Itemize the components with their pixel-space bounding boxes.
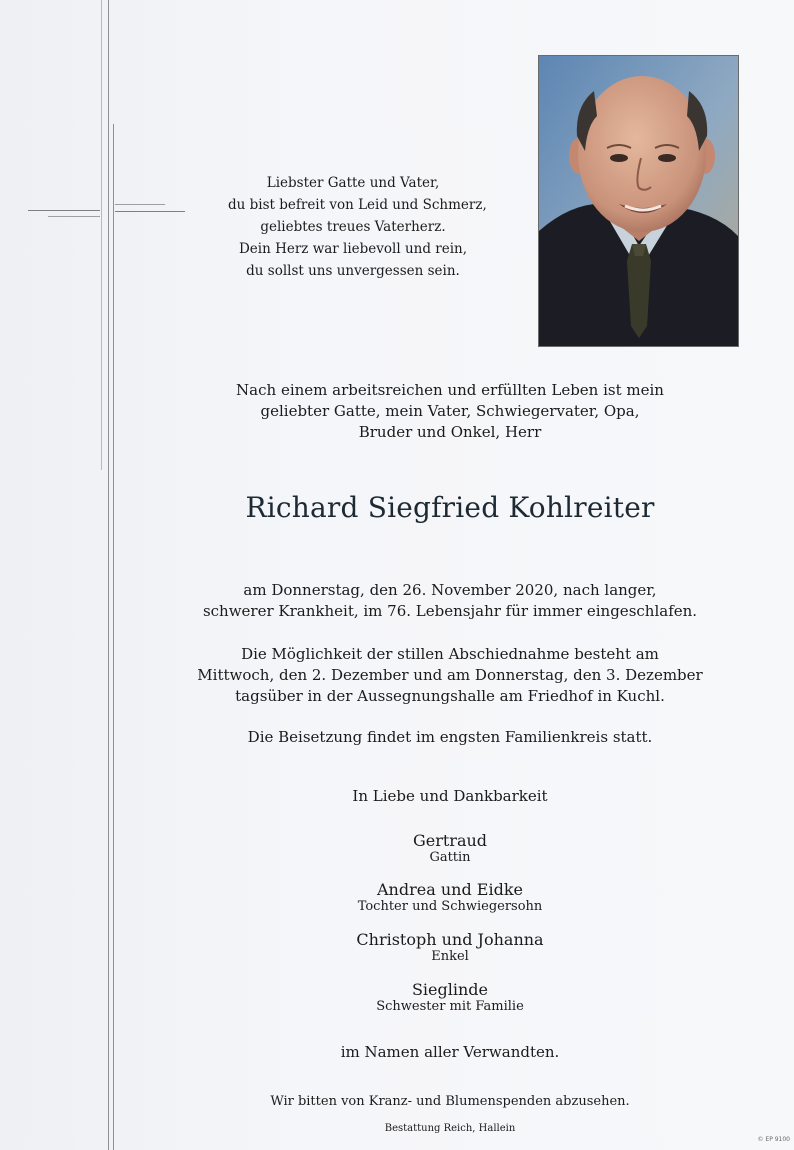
- mourner-relation: Enkel: [431, 949, 469, 964]
- mourner-relation: Gattin: [429, 850, 471, 865]
- mourner-relation: Tochter und Schwiegersohn: [357, 899, 543, 914]
- notice-line: schwerer Krankheit, im 76. Lebensjahr für immer eingeschlafen.: [202, 602, 698, 620]
- poem-line: Liebster Gatte und Vater,: [266, 175, 440, 191]
- cross-line: [115, 204, 165, 205]
- deceased-name: Richard Siegfried Kohlreiter: [245, 491, 655, 524]
- intro-line: Nach einem arbeitsreichen und erfüllten Leben ist mein: [236, 381, 664, 399]
- mourner-relation: Schwester mit Familie: [376, 999, 524, 1014]
- portrait-photo: [538, 55, 739, 347]
- cross-line: [101, 0, 102, 470]
- relatives-line: im Namen aller Verwandten.: [340, 1043, 560, 1061]
- poem-line: geliebtes treues Vaterherz.: [260, 219, 446, 235]
- copyright-mark: © EP 9100: [757, 1136, 790, 1143]
- farewell-info: [140, 644, 760, 707]
- mourner: [140, 880, 760, 914]
- cross-line: [113, 124, 114, 1150]
- intro-line: geliebter Gatte, mein Vater, Schwiegervater, Opa,: [260, 402, 640, 420]
- mourner-name: Christoph und Johanna: [356, 930, 544, 949]
- poem-line: Dein Herz war liebevoll und rein,: [238, 241, 468, 257]
- poem-line: du bist befreit von Leid und Schmerz,: [228, 197, 487, 213]
- poem-line: du sollst uns unvergessen sein.: [246, 263, 460, 279]
- cross-line: [28, 210, 100, 211]
- donation-request: Wir bitten von Kranz- und Blumenspenden abzusehen.: [270, 1094, 630, 1109]
- mourner-name: Sieglinde: [411, 980, 489, 999]
- mourner: [140, 980, 760, 1014]
- thanks-line: In Liebe und Dankbarkeit: [352, 787, 548, 805]
- mourner: [140, 831, 760, 865]
- intro-line: Bruder und Onkel, Herr: [358, 423, 542, 441]
- farewell-line: Mittwoch, den 2. Dezember und am Donnerstag, den 3. Dezember: [197, 666, 703, 684]
- burial-info: Die Beisetzung findet im engsten Familienkreis statt.: [247, 728, 653, 746]
- farewell-line: tagsüber in der Aussegnungshalle am Friedhof in Kuchl.: [235, 687, 665, 705]
- intro-text: [140, 380, 760, 443]
- farewell-line: Die Möglichkeit der stillen Abschiednahme besteht am: [241, 645, 659, 663]
- poem: [228, 172, 487, 282]
- mourner-name: Gertraud: [412, 831, 488, 850]
- cross-line: [108, 0, 109, 1150]
- death-notice: [140, 580, 760, 622]
- cross-line: [115, 211, 185, 212]
- cross-line: [48, 216, 100, 217]
- notice-line: am Donnerstag, den 26. November 2020, nach langer,: [243, 581, 657, 599]
- undertaker-name: Bestattung Reich, Hallein: [384, 1123, 516, 1134]
- mourner: [140, 930, 760, 964]
- mourner-name: Andrea und Eidke: [377, 880, 523, 899]
